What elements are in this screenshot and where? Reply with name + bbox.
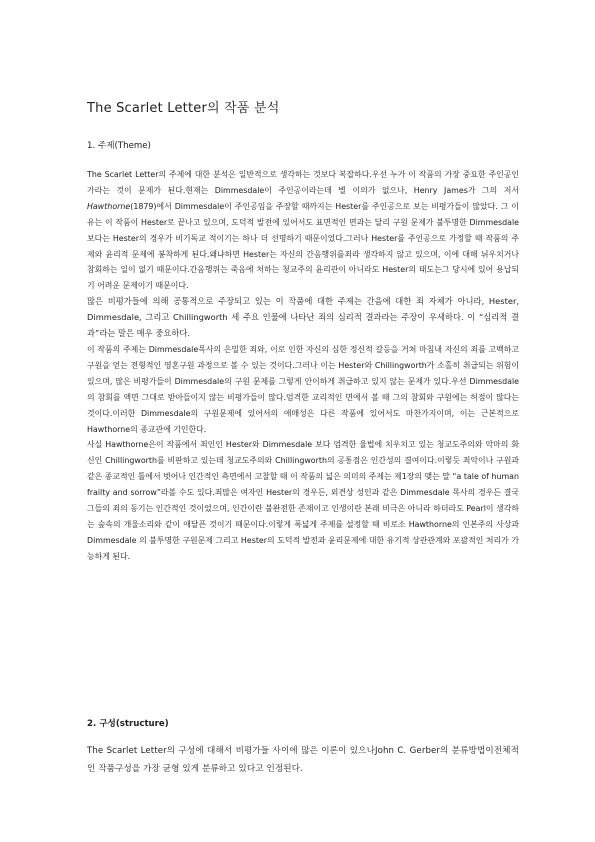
paragraph: 이 작품의 주제는 Dimmesdale목사의 은밀한 죄와, 이로 인한 자신의 심한 정신적 갈등을 거쳐 마침내 자신의 죄를 고백하고 구원을 얻는 전형적인 영혼구원 과정으로 볼 수 있는 것이다.그러나 이는 Hester와 Chillingworth가 소홀히 취급되는 위험이 있으며, 많은 비평가들이 Dimmesdale의 구원 문제를 그렇게 안이하게 취급하고 있지 않는 문제가 있다.우선 Dimmesdale의 참회를 액면 그대로 받아들이지 않는 비평가들이 많다.엄격한 교리적인 면에서 볼 때 그의 참회와 구원에는 허점이 많다는 것이다.이러한 Dimmesdale의 구원문제에 있어서의 애매성은 다른 작품에 있어서도 마찬가지이며, 이는 근본적으로 Hawthorne의 종교관에 기인한다. (87, 344, 519, 434)
section-body-structure (87, 743, 519, 778)
document-title: The Scarlet Letter의 작품 분석 (87, 101, 280, 116)
paragraph (87, 167, 519, 294)
paragraph-text: (1879)에서 Dimmesdale이 주인공임을 주장할 때까지는 Hester를 주인공으로 보는 비평가들이 많았다. 그 이유는 이 작품이 Hester로 끝나고 있으며, 도덕적 발전에 있어서도 표면적인 면과는 달리 구원 문제가 불투명한 Dimmesdale 보다는 Hester의 경우가 비기독교 적이기는 하나 더 선명하기 때문이었다.그러나 Hester를 주인공으로 가정할 때 작품의 주제와 윤리적 문제에 봉착하게 된다.왜냐하면 Hester는 자신의 간음행위를죄라 생각하지 않고 있으며, 이에 대해 뉘우치거나 참회하는 일이 없기 때문이다.간음행위는 죽음에 처하는 청교주의 윤리관이 아니라도 Hester의 태도는그 당시에 있어 용납되기 어려운 문제이기 때문이다. (87, 201, 519, 291)
paragraph: 사실 Hawthorne은이 작품에서 죄인인 Hester와 Dimmesdale 보다 엄격한 율법에 치우치고 있는 청교도주의와 악마의 화신인 Chillingworth를 비판하고 있는데 청교도주의와 Chillingworth의 공통점은 인간성의 결여이다.이렇듯 죄악이나 구원과 같은 종교적인 틀에서 벗어나 인간적인 측면에서 고찰할 때 이 작품의 넓은 의미의 주제는 제1장의 맺는 말 “a tale of human frailty and sorrow”라볼 수도 있다.죄많은 여자인 Hester의 경우든, 외견상 성인과 같은 Dimmesdale 목사의 경우든 결국 그들의 죄의 동기는 인간적인 것이었으며, 인간이란 불완전한 존재이고 인생이란 본래 비극은 아니라 하더라도 Pearl이 생각하는 숲속의 개울소리와 같이 애달픈 것이기 때문이다.이렇게 폭넓게 주제를 설정할 때 비로소 Hawthorne의 인본주의 사상과 Dimmesdale 의 불투명한 구원문제 그리고 Hester의 도덕적 발전과 윤리문제에 대한 유기적 상관관계와 포괄적인 처리가 가능하게 된다. (87, 440, 519, 561)
paragraph: 많은 비평가들에 의해 공통적으로 주장되고 있는 이 작품에 대한 주제는 간음에 대한 죄 자체가 아니라, Hester, Dimmesdale, 그리고 Chillingworth 세 주요 인물에 나타난 죄의 심리적 결과라는 주장이 우세하다. 이 “심리적 결과”라는 말은 매우 중요하다. (87, 296, 519, 339)
book-title-italic: Hawthorne (87, 201, 131, 211)
section-heading-structure: 2. 구성(structure) (87, 719, 169, 729)
section-heading-theme: 1. 주제(Theme) (87, 141, 151, 151)
paragraph: The Scarlet Letter의 구성에 대해서 비평가들 사이에 많은 이론이 있으나John C. Gerber의 분류방법이전체적인 작품구성을 가장 균형 있게 분류하고 있다고 인정된다. (87, 746, 519, 774)
paragraph-text: The Scarlet Letter의 주제에 대한 분석은 일반적으로 생각하는 것보다 복잡하다.우선 누가 이 작품의 가장 중요한 주인공인가라는 것이 문제가 된다.현재는 Dimmesdale이 주인공이라는데 별 이의가 없으나, Henry James가 그의 저서 (87, 170, 519, 195)
section-body-theme (87, 167, 519, 565)
